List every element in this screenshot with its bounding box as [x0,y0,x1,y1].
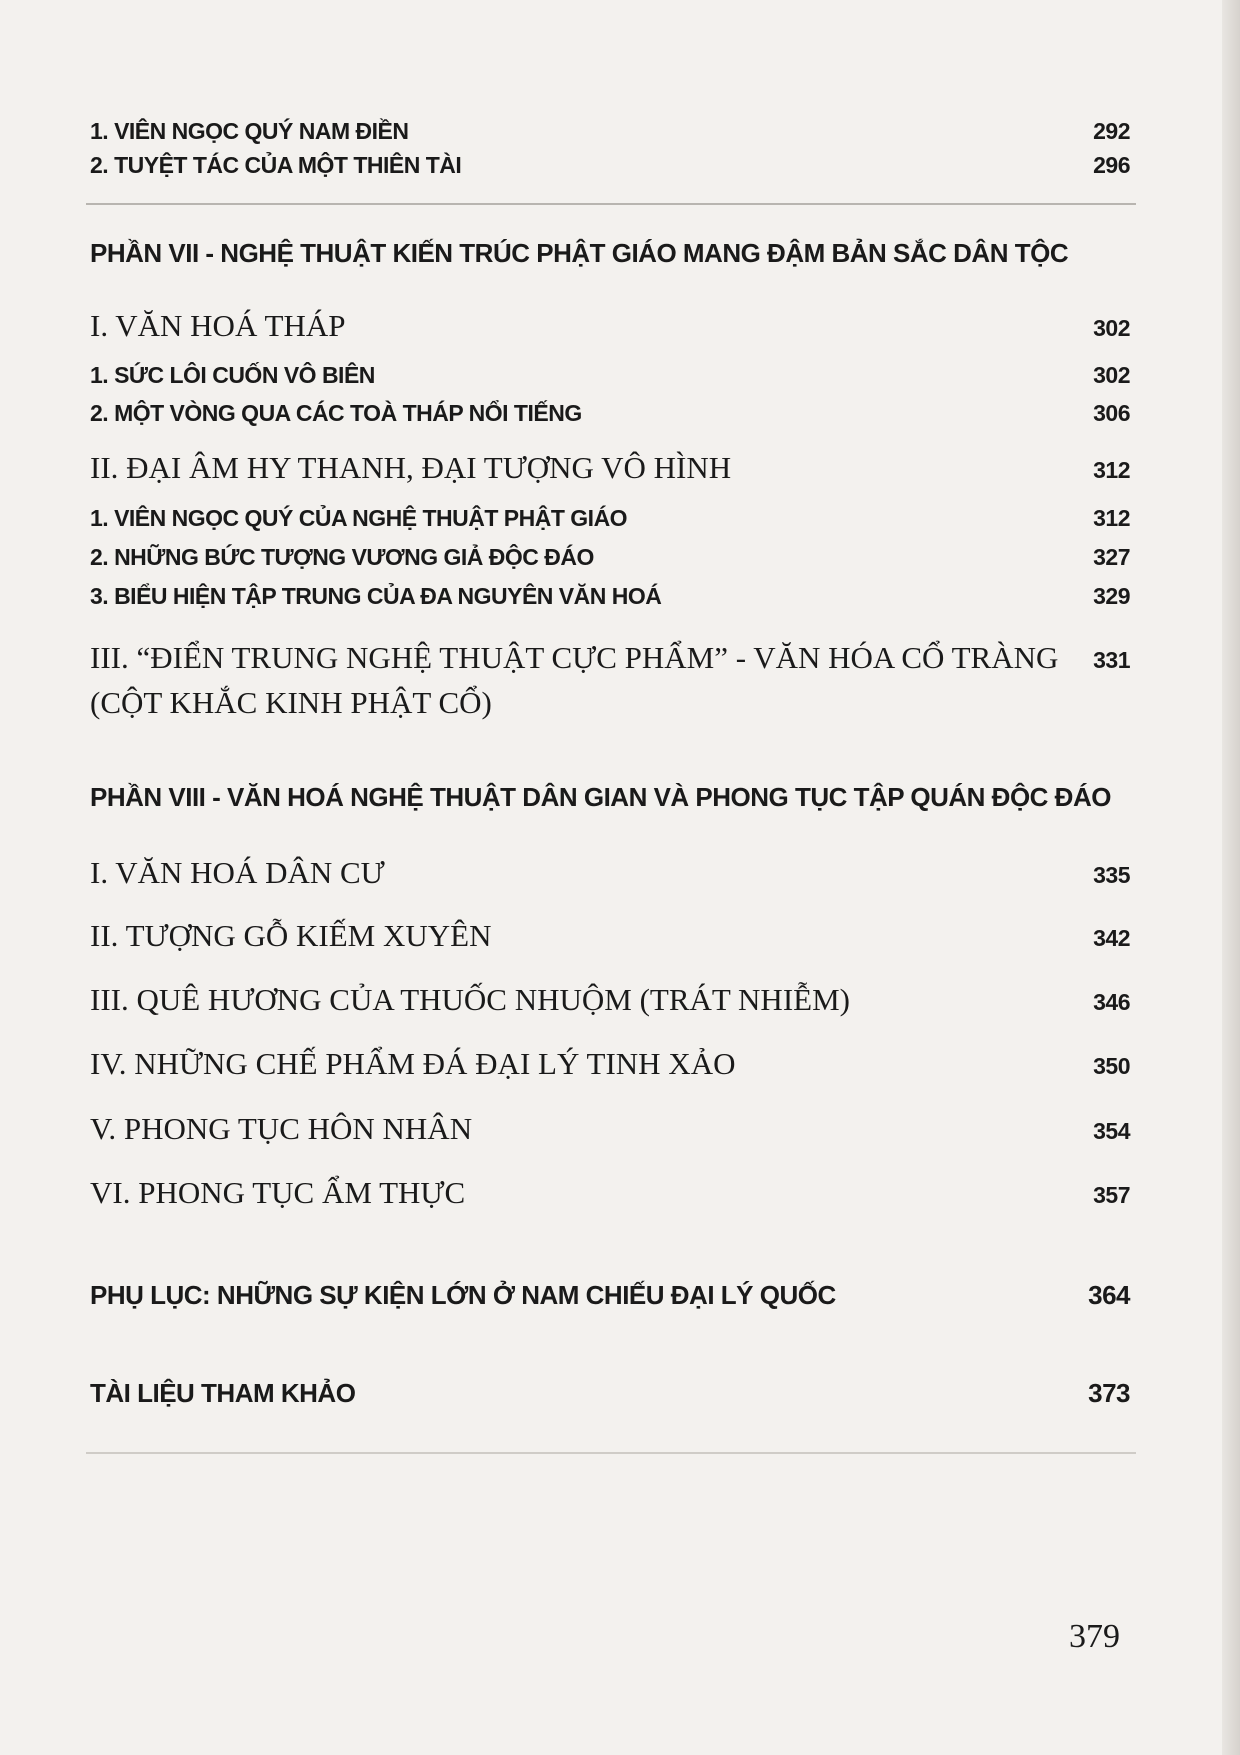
page-number: 379 [1069,1618,1120,1655]
toc-entry-title: 1. SỨC LÔI CUỐN VÔ BIÊN [90,362,375,388]
toc-chapter-continuation [90,685,1130,721]
toc-entry-page: 302 [1093,362,1130,388]
toc-entry-page: 312 [1093,457,1130,483]
toc-entry[interactable] [90,400,1130,427]
toc-chapter[interactable] [90,1175,1130,1211]
toc-entry-page: 346 [1093,989,1130,1015]
toc-entry-page: 302 [1093,315,1130,341]
toc-entry-title: II. TƯỢNG GỖ KIẾM XUYÊN [90,918,492,953]
toc-entry-title: PHẦN VII - NGHỆ THUẬT KIẾN TRÚC PHẬT GIÁO MANG ĐẬM BẢN SẮC DÂN TỘC [90,238,1069,268]
toc-entry-page: 329 [1093,583,1130,609]
toc-entry-title: 1. VIÊN NGỌC QUÝ CỦA NGHỆ THUẬT PHẬT GIÁO [90,505,628,531]
toc-part-heading[interactable] [90,782,1130,813]
toc-entry[interactable] [90,583,1130,610]
section-divider [86,203,1136,205]
toc-entry-title: PHỤ LỤC: NHỮNG SỰ KIỆN LỚN Ở NAM CHIẾU ĐẠI LÝ QUỐC [90,1280,836,1310]
toc-entry[interactable] [90,152,1130,179]
toc-entry-title: 2. TUYỆT TÁC CỦA MỘT THIÊN TÀI [90,152,462,178]
toc-entry-page: 327 [1093,544,1130,570]
toc-entry-page: 357 [1093,1182,1130,1208]
toc-entry-title: 3. BIỂU HIỆN TẬP TRUNG CỦA ĐA NGUYÊN VĂN HOÁ [90,583,662,609]
toc-entry-page: 364 [1088,1280,1130,1310]
toc-entry-title: IV. NHỮNG CHẾ PHẨM ĐÁ ĐẠI LÝ TINH XẢO [90,1046,736,1081]
toc-entry-title: 2. NHỮNG BỨC TƯỢNG VƯƠNG GIẢ ĐỘC ĐÁO [90,544,594,570]
toc-chapter[interactable] [90,855,1130,891]
toc-entry[interactable] [90,362,1130,389]
toc-part-heading[interactable] [90,238,1130,269]
toc-entry-title: PHẦN VIII - VĂN HOÁ NGHỆ THUẬT DÂN GIAN VÀ PHONG TỤC TẬP QUÁN ĐỘC ĐÁO [90,782,1111,812]
toc-entry-title: 2. MỘT VÒNG QUA CÁC TOÀ THÁP NỔI TIẾNG [90,400,582,426]
toc-chapter[interactable] [90,450,1130,486]
toc-entry-title: III. QUÊ HƯƠNG CỦA THUỐC NHUỘM (TRÁT NHIỄM) [90,982,850,1017]
toc-entry-page: 342 [1093,925,1130,951]
toc-entry[interactable] [90,118,1130,145]
toc-entry-title: V. PHONG TỤC HÔN NHÂN [90,1111,473,1146]
toc-entry[interactable] [90,505,1130,532]
toc-appendix[interactable] [90,1280,1130,1311]
toc-entry-page: 306 [1093,400,1130,426]
toc-chapter[interactable] [90,982,1130,1018]
toc-entry-title: I. VĂN HOÁ THÁP [90,308,346,343]
toc-references[interactable] [90,1378,1130,1409]
toc-entry-title: 1. VIÊN NGỌC QUÝ NAM ĐIỀN [90,118,409,144]
toc-entry-title: VI. PHONG TỤC ẨM THỰC [90,1175,466,1210]
toc-entry-page: 312 [1093,505,1130,531]
footer-divider [86,1452,1136,1454]
toc-entry-page: 373 [1088,1378,1130,1408]
toc-chapter[interactable] [90,640,1130,676]
toc-entry[interactable] [90,544,1130,571]
toc-chapter[interactable] [90,308,1130,344]
toc-entry-title: III. “ĐIỂN TRUNG NGHỆ THUẬT CỰC PHẨM” - VĂN HÓA CỔ TRÀNG [90,640,1059,675]
toc-entry-page: 331 [1093,647,1130,673]
toc-chapter[interactable] [90,918,1130,954]
toc-chapter[interactable] [90,1046,1130,1082]
toc-entry-page: 292 [1093,118,1130,144]
toc-entry-title: II. ĐẠI ÂM HY THANH, ĐẠI TƯỢNG VÔ HÌNH [90,450,732,485]
toc-entry-title: (CỘT KHẮC KINH PHẬT CỔ) [90,685,492,720]
toc-entry-title: I. VĂN HOÁ DÂN CƯ [90,855,385,890]
toc-chapter[interactable] [90,1111,1130,1147]
toc-entry-page: 354 [1093,1118,1130,1144]
toc-entry-page: 296 [1093,152,1130,178]
toc-entry-title: TÀI LIỆU THAM KHẢO [90,1378,356,1408]
toc-entry-page: 335 [1093,862,1130,888]
toc-entry-page: 350 [1093,1053,1130,1079]
